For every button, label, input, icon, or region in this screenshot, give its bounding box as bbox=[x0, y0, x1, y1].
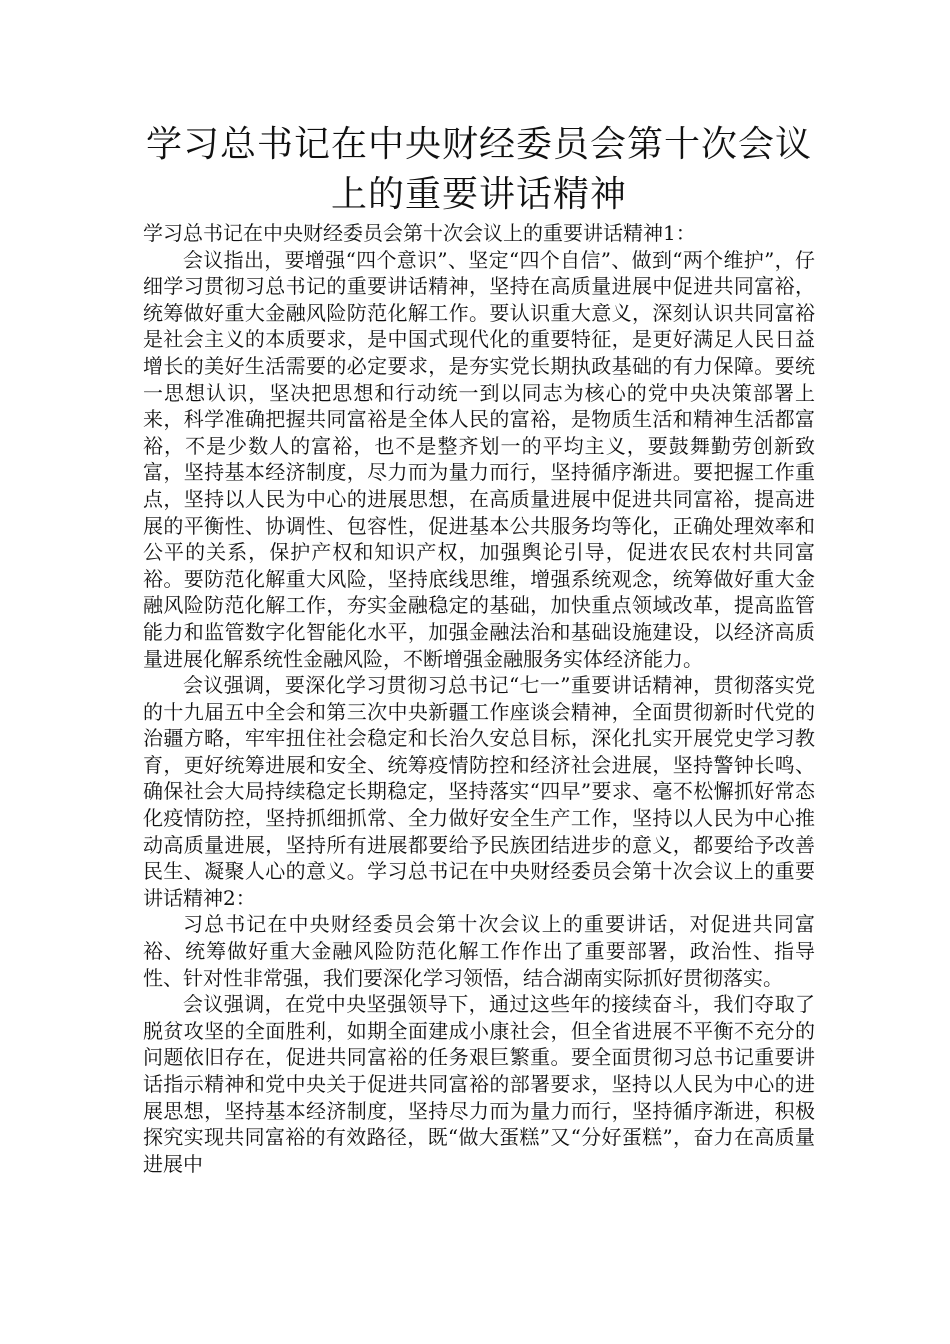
paragraph-3: 习总书记在中央财经委员会第十次会议上的重要讲话，对促进共同富裕、统筹做好重大金融风险防范化解工作作出了重要部署，政治性、指导性、针对性非常强，我们要深化学习领悟，结合湖南实际抓好贯彻落实。 bbox=[143, 912, 815, 990]
title-line-1: 学习总书记在中央财经委员会第十次会议 bbox=[145, 124, 812, 165]
title-line-2: 上的重要讲话精神 bbox=[330, 174, 627, 215]
document-title bbox=[143, 120, 815, 220]
paragraph-2: 会议强调，要深化学习贯彻习总书记“七一”重要讲话精神，贯彻落实党的十九届五中全会和第三次中央新疆工作座谈会精神，全面贯彻新时代党的治疆方略，牢牢扭住社会稳定和长治久安总目标，深化扎实开展党史学习教育，更好统筹进展和安全、统筹疫情防控和经济社会进展，坚持警钟长鸣、确保社会大局持续稳定长期稳定，坚持落实“四早”要求、毫不松懈抓好常态化疫情防控，坚持抓细抓常、全力做好安全生产工作，坚持以人民为中心推动高质量进展，坚持所有进展都要给予民族团结进步的意义，都要给予改善民生、凝聚人心的意义。学习总书记在中央财经委员会第十次会议上的重要讲话精神2： bbox=[143, 673, 815, 910]
section-heading-1: 学习总书记在中央财经委员会第十次会议上的重要讲话精神1： bbox=[143, 221, 696, 245]
document-body bbox=[143, 220, 815, 1177]
paragraph-4: 会议强调，在党中央坚强领导下，通过这些年的接续奋斗，我们夺取了脱贫攻坚的全面胜利，如期全面建成小康社会，但全省进展不平衡不充分的问题依旧存在，促进共同富裕的任务艰巨繁重。要全面贯彻习总书记重要讲话指示精神和党中央关于促进共同富裕的部署要求，坚持以人民为中心的进展思想，坚持基本经济制度，坚持尽力而为量力而行，坚持循序渐进，积极探究实现共同富裕的有效路径，既“做大蛋糕”又“分好蛋糕”，奋力在高质量进展中 bbox=[143, 992, 815, 1176]
paragraph-1: 会议指出，要增强“四个意识”、坚定“四个自信”、做到“两个维护”，仔细学习贯彻习总书记的重要讲话精神，坚持在高质量进展中促进共同富裕，统筹做好重大金融风险防范化解工作。要认识重大意义，深刻认识共同富裕是社会主义的本质要求，是中国式现代化的重要特征，是更好满足人民日益增长的美好生活需要的必定要求，是夯实党长期执政基础的有力保障。要统一思想认识，坚决把思想和行动统一到以同志为核心的党中央决策部署上来，科学准确把握共同富裕是全体人民的富裕，是物质生活和精神生活都富裕，不是少数人的富裕，也不是整齐划一的平均主义，要鼓舞勤劳创新致富，坚持基本经济制度，尽力而为量力而行，坚持循序渐进。要把握工作重点，坚持以人民为中心的进展思想，在高质量进展中促进共同富裕，提高进展的平衡性、协调性、包容性，促进基本公共服务均等化，正确处理效率和公平的关系，保护产权和知识产权，加强舆论引导，促进农民农村共同富裕。要防范化解重大风险，坚持底线思维，增强系统观念，统筹做好重大金融风险防范化解工作，夯实金融稳定的基础，加快重点领域改革，提高监管能力和监管数字化智能化水平，加强金融法治和基础设施建设，以经济高质量进展化解系统性金融风险，不断增强金融服务实体经济能力。 bbox=[143, 247, 815, 671]
document-page bbox=[143, 120, 815, 1177]
